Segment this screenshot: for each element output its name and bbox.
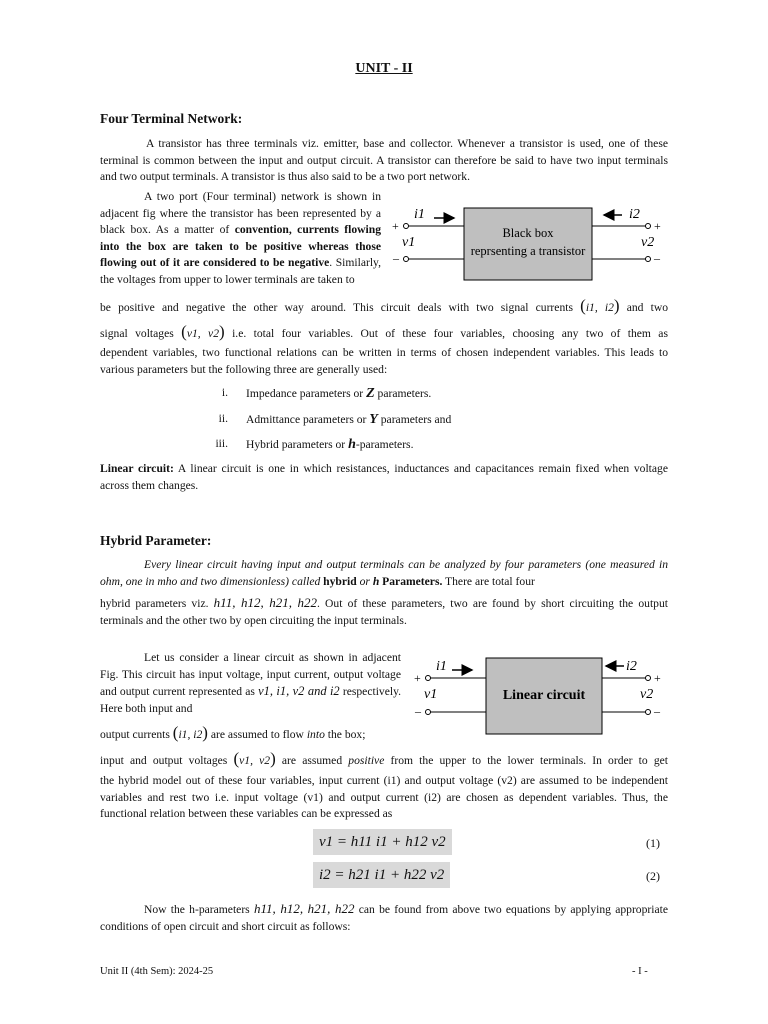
convention-text: convention, currents flowing into the box are taken to be positive whereas those flowing out of it are considered to be negative: [100, 223, 381, 270]
io-voltages-text-c: from the upper to the lower terminals. In order to get: [384, 754, 668, 767]
equation-1-number: (1): [646, 836, 660, 850]
paragraph-transistor-intro: [100, 136, 668, 186]
section-heading-four-terminal: Four Terminal Network:: [100, 111, 243, 126]
paragraph-hybrid-params-end: terminals and the other two by open circuiting the input terminals.: [100, 614, 407, 627]
two-port-text-a: A two port (Four terminal) network is shown in adjacent fig where the transistor has been represented by a black box. As a matter of: [100, 190, 381, 237]
math-h-params-b: h11, h12, h21, h22: [253, 901, 355, 916]
black-box-label-line1: Black box: [502, 226, 554, 240]
fig1-i1-label: i1: [414, 207, 425, 222]
math-v1-v2: (v1, v2): [181, 322, 225, 341]
currents-text-a: be positive and negative the other way around. This circuit deals with two signal currents: [100, 301, 573, 314]
into-word: into: [306, 728, 325, 741]
hybrid-params-text-a: hybrid parameters viz.: [100, 597, 209, 610]
paragraph-hybrid-model: the hybrid model out of these four variables, input current (i1) and output voltage (v2) are assumed to be independent variables and rest two i.e. input voltage (v1) and output current (i2) are chosen as dependent variables. Thus, the functional relation between these variables can be expressed as: [100, 774, 668, 821]
fig2-v1-label: v1: [424, 687, 438, 702]
find-text-a: Now the h-parameters: [144, 903, 250, 916]
document-page: UNIT - II Four Terminal Network: A transistor has three terminals viz. emitter, base and collector. Whenever a transistor is used, one of these terminal is common between the input and output circuit. A transistor can therefore be said to have two input terminals and two output terminals. A transistor is thus also said to be a two port network. A two port (Four terminal) network is shown in adjacent fig where the transistor has been represented by a black box. As a matter of convention, currents flowing into the box are taken to be positive whereas those flowing out of it are considered to be negative. Similarly, the voltages from upper to lower terminals are taken to i1 i2 v1 v2 + – + – Black box reprsenting a transistor be positive and negative the other way around. This circuit deals with two signal currents (i1, i2) and two signal voltages (v1, v2) i.e. total four variables. Out of these four variables, choosing any two of them as dependent variables, two functional relations can be written in terms of chosen independent variables. This leads to various parameters but the following three are generally used: i. Impedance parameters or Z parameters. ii. Admittance parameters or Y parameters and iii. Hybrid parameters or h-parameters. Linear circuit: A linear circuit is one in which resistances, inductances and capacitances remain fixed when voltage across them changes. Hybrid Parameter: Every linear circuit having input and output terminals can be analyzed by four parameters (one measured in ohm, one in mho and two dimensionless) called hybrid or h Parameters. There are total four hybrid parameters viz. h11, h12, h21, h22. Out of these parameters, two are found by short circuiting the output terminals and the other two by open circuiting the input terminals. Let us consider a linear circuit as shown in adjacent Fig. This circuit has input voltage, input current, output voltage and output current represented as v1, i1, v2 and i2 respectively. Here both input and output currents (i1, i2) are assumed to flow into the box; i1 i2 v1 v2 + – + – Linear circuit input and output voltages (v1, v2) are assumed positive from the upper to the lower terminals. In order to get the hybrid model out of these four variables, input current (i1) and output voltage (v2) are assumed to be independent variables and rest two i.e. input voltage (v1) and output current (i2) are chosen as dependent variables. Thus, the functional relation between these variables can be expressed as v1 = h11 i1 + h12 v2 (1) i2 = h21 i1 + h22 v2 (2) Now the h-parameters h11, h12, h21, h22 can be found from above two equations by applying appropriate conditions of open circuit and short circuit as follows: Unit II (4th Sem): 2024-25 - I -: [0, 0, 768, 1024]
math-i1-i2: (i1, i2): [580, 296, 620, 315]
two-port-text-b: . Similarly, the voltages from upper to lower terminals are taken to: [100, 256, 381, 286]
equation-2-number: (2): [646, 869, 660, 883]
fig2-plus-left: +: [414, 671, 421, 685]
fig1-minus-right: –: [654, 251, 660, 265]
positive-word: positive: [348, 754, 385, 767]
voltages-text-a: signal voltages: [100, 327, 174, 340]
page-title: UNIT - II: [355, 61, 413, 76]
or-word: or: [359, 574, 370, 588]
math-i1-i2-b: (i1, i2): [172, 723, 208, 742]
linear-circuit-label: Linear circuit: [502, 688, 586, 703]
fig2-v2-label: v2: [640, 687, 654, 702]
paragraph-find-h-params: [100, 901, 668, 935]
math-h-params: h11, h12, h21, h22: [213, 595, 317, 610]
voltages-text-b: i.e. total four variables. Out of these four variables, choosing any two of them as: [232, 327, 668, 340]
io-voltages-text-b: are assumed: [281, 754, 349, 767]
consider-text: Let us consider a linear circuit as shown in adjacent Fig. This circuit has input voltage, input current, output voltage and output current represented as: [100, 651, 401, 699]
section-heading-hybrid: Hybrid Parameter:: [100, 533, 212, 548]
io-voltages-text-a: input and output voltages: [100, 754, 228, 767]
flow-text: are assumed to flow: [210, 728, 307, 741]
fig1-i2-label: i2: [629, 207, 640, 222]
fig1-v1-label: v1: [402, 235, 416, 250]
footer-page-number: - I -: [632, 966, 648, 977]
hybrid-params-text-b: . Out of these parameters, two are found by short circuiting the output: [316, 597, 668, 610]
math-v1-v2-b: (v1, v2): [233, 749, 276, 768]
box-text: the box;: [324, 728, 366, 741]
equation-2: i2 = h21 i1 + h22 v2: [313, 862, 450, 888]
fig1-v2-label: v2: [641, 235, 655, 250]
paragraph-hybrid-params-line: [100, 595, 668, 611]
paragraph-input-output-voltages: [100, 749, 668, 769]
find-text-b: can be found from above two equations by applying appropriate conditions of open circuit and short circuit as follows:: [100, 903, 668, 933]
paragraph-linear-circuit: [100, 461, 668, 494]
fig2-minus-left: –: [415, 704, 421, 718]
intro-text: A transistor has three terminals viz. emitter, base and collector. Whenever a transistor is used, one of these terminal is common between the input and output circuit. A transistor can therefore be said to have two input terminals and two output terminals. A transistor is thus also said to be a two port network.: [100, 137, 668, 184]
black-box-figure: [392, 204, 668, 284]
hybrid-intro-rest: There are total four: [442, 574, 535, 588]
black-box-label-line2: reprsenting a transistor: [470, 244, 586, 258]
h-symbol: h: [372, 574, 380, 588]
paragraph-hybrid-intro: [100, 557, 668, 590]
linear-circuit-label: Linear circuit:: [100, 462, 174, 475]
paragraph-linear-circuit-consider: [100, 650, 401, 717]
parameters-word: Parameters.: [379, 574, 443, 588]
respectively-text: respectively. Here both input and: [100, 685, 402, 715]
fig2-i2-label: i2: [626, 659, 637, 674]
linear-circuit-figure: [412, 654, 668, 738]
hybrid-word: hybrid: [323, 574, 357, 588]
linear-circuit-text: A linear circuit is one in which resistances, inductances and capacitances remain fixed when voltage across them changes.: [100, 462, 668, 492]
paragraph-voltages-line: [100, 322, 668, 342]
fig2-plus-right: +: [654, 671, 661, 685]
paragraph-currents-line: [100, 296, 668, 316]
paragraph-dependent-variables: dependent variables, two functional relations can be written in terms of chosen independent variables. This leads to various parameters but the following three are generally used:: [100, 346, 668, 376]
paragraph-output-currents-line: [100, 723, 401, 743]
fig1-plus-left: +: [392, 219, 399, 233]
paragraph-two-port: [100, 189, 381, 289]
currents-text-b: and two: [626, 301, 669, 314]
fig2-minus-right: –: [654, 704, 660, 718]
math-vars: v1, i1, v2 and i2: [258, 684, 340, 699]
equation-1: v1 = h11 i1 + h12 v2: [313, 829, 452, 855]
output-currents-text: output currents: [100, 728, 170, 741]
fig2-i1-label: i1: [436, 659, 447, 674]
hybrid-intro-italic: Every linear circuit having input and output terminals can be analyzed by four parameters (one measured in ohm, one in mho and two dimensionless) called: [100, 558, 668, 588]
footer-left: Unit II (4th Sem): 2024-25: [100, 966, 214, 977]
fig1-plus-right: +: [654, 219, 661, 233]
fig1-minus-left: –: [393, 251, 399, 265]
